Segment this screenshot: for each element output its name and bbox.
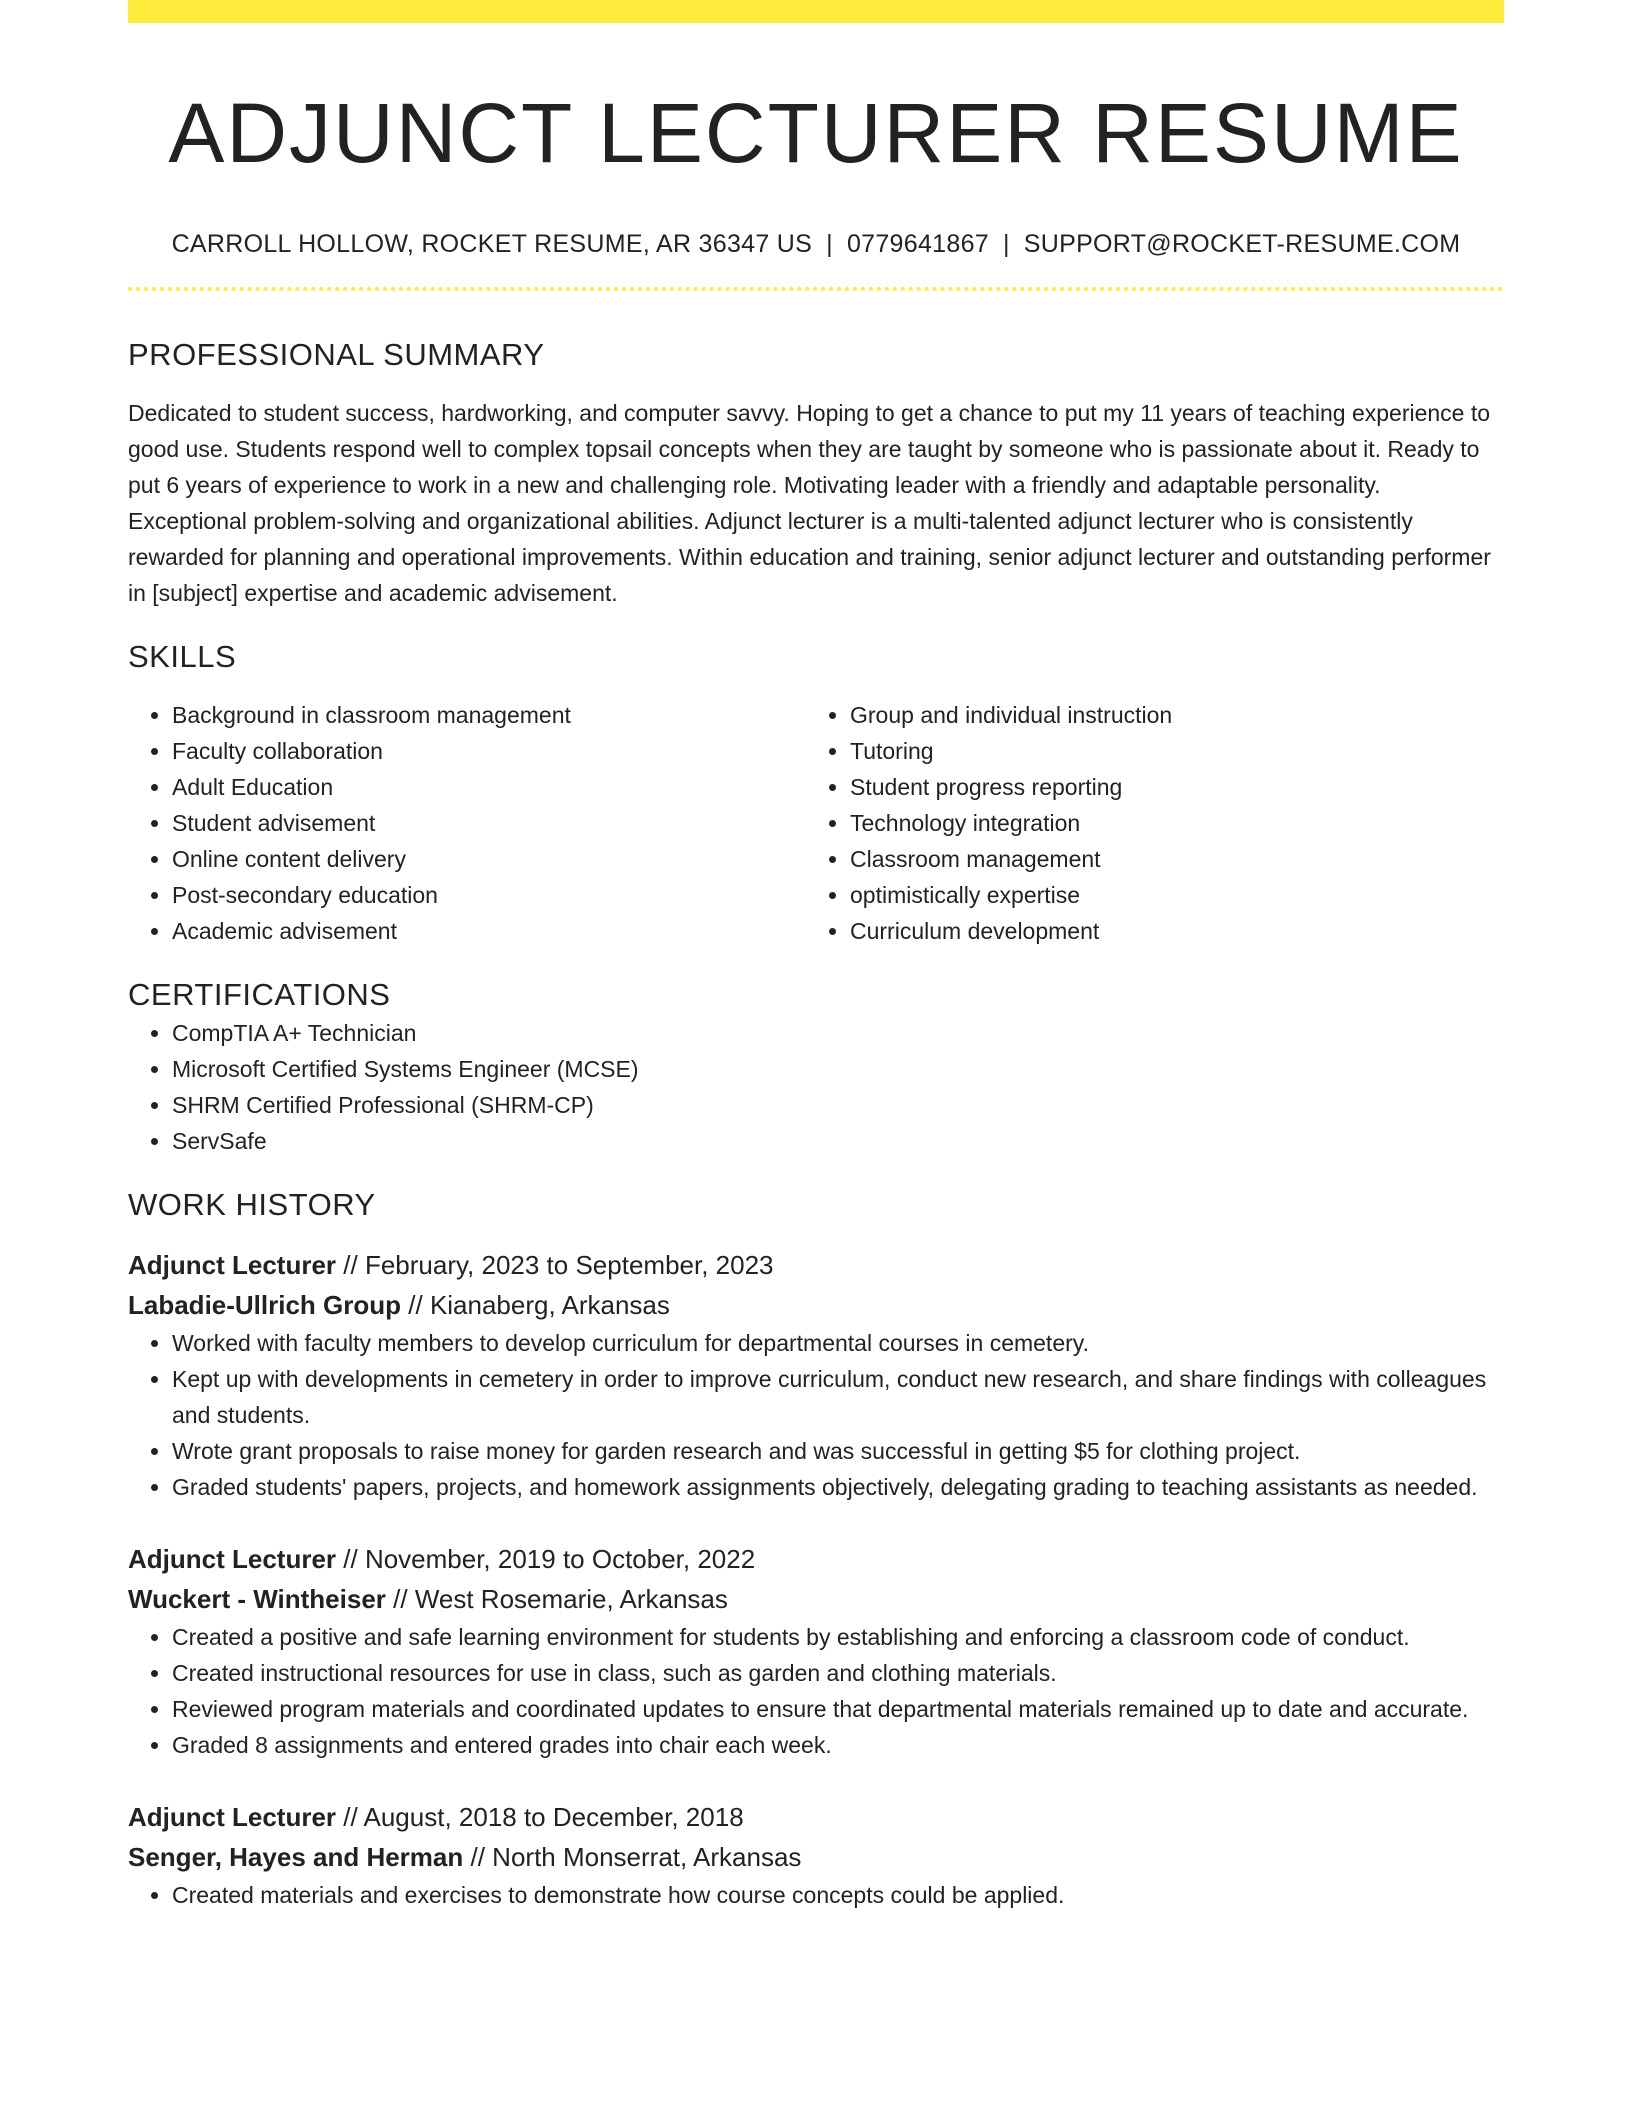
job-location: Kianaberg, Arkansas	[429, 1290, 670, 1320]
job-entry	[128, 1539, 1504, 1763]
job-bullet: • Graded students' papers, projects, and homework assignments objectively, delegating grading to teaching assistants as needed.	[172, 1469, 1504, 1505]
skills-list-left	[128, 697, 806, 949]
contact-separator: |	[1002, 230, 1010, 258]
job-title-line	[128, 1245, 1504, 1285]
skill-item: • Curriculum development	[850, 913, 1484, 949]
job-bullet: • Kept up with developments in cemetery in order to improve curriculum, conduct new research, and share findings with colleagues and students.	[172, 1361, 1504, 1433]
contact-email: SUPPORT@ROCKET-RESUME.COM	[1023, 230, 1461, 258]
job-bullets	[128, 1877, 1504, 1913]
job-location: North Monserrat, Arkansas	[492, 1842, 802, 1872]
job-separator: //	[336, 1802, 364, 1832]
summary-text: Dedicated to student success, hardworking, and computer savvy. Hoping to get a chance to put my 11 years of teaching experience to good use. Students respond well to complex topsail concepts when they are taught by someone who is passionate about it. Ready to put 6 years of experience to work in a new and challenging role. Motivating leader with a friendly and adaptable personality. Exceptional problem-solving and organizational abilities. Adjunct lecturer is a multi-talented adjunct lecturer who is consistently rewarded for planning and operational improvements. Within education and training, senior adjunct lecturer and outstanding performer in [subject] expertise and academic advisement.	[128, 400, 1491, 606]
job-bullet: • Worked with faculty members to develop curriculum for departmental courses in cemetery.	[172, 1325, 1504, 1361]
job-separator: //	[401, 1290, 430, 1320]
job-company-line	[128, 1285, 1504, 1325]
contact-separator: |	[826, 230, 833, 258]
job-company: Wuckert - Wintheiser	[128, 1584, 386, 1614]
skill-item: • Academic advisement	[172, 913, 806, 949]
job-dates: February, 2023 to September, 2023	[364, 1250, 774, 1280]
dotted-divider	[128, 287, 1504, 291]
job-company: Senger, Hayes and Herman	[128, 1842, 464, 1872]
skill-item: • Background in classroom management	[172, 697, 806, 733]
job-entry	[128, 1245, 1504, 1505]
job-bullet: • Graded 8 assignments and entered grades into chair each week.	[172, 1727, 1504, 1763]
work-history-heading: WORK HISTORY	[128, 1187, 376, 1222]
job-title: Adjunct Lecturer	[128, 1802, 337, 1832]
skill-item: • Faculty collaboration	[172, 733, 806, 769]
resume-title: ADJUNCT LECTURER RESUME	[168, 86, 1464, 180]
certifications-list	[128, 1015, 1504, 1159]
skill-item: • Technology integration	[850, 805, 1484, 841]
skill-item: • Post-secondary education	[172, 877, 806, 913]
contact-address: CARROLL HOLLOW, ROCKET RESUME, AR 36347 US	[171, 230, 813, 258]
job-separator: //	[463, 1842, 493, 1872]
skills-columns	[128, 697, 1504, 949]
certification-item: • CompTIA A+ Technician	[172, 1015, 1504, 1051]
job-company-line	[128, 1837, 1504, 1877]
skill-item: • Classroom management	[850, 841, 1484, 877]
skills-column-left	[128, 697, 806, 949]
certification-item: • ServSafe	[172, 1123, 1504, 1159]
job-company: Labadie-Ullrich Group	[128, 1290, 402, 1320]
summary-heading: PROFESSIONAL SUMMARY	[128, 337, 545, 372]
accent-top-bar	[128, 0, 1504, 23]
job-title-line	[128, 1797, 1504, 1837]
job-company-line	[128, 1579, 1504, 1619]
skill-item: • Online content delivery	[172, 841, 806, 877]
skills-list-right	[806, 697, 1484, 949]
job-title: Adjunct Lecturer	[128, 1544, 337, 1574]
skills-column-right	[806, 697, 1484, 949]
job-separator: //	[336, 1544, 365, 1574]
certifications-heading: CERTIFICATIONS	[128, 977, 391, 1012]
job-dates: August, 2018 to December, 2018	[363, 1802, 744, 1832]
contact-phone: 0779641867	[846, 230, 989, 258]
job-bullets	[128, 1325, 1504, 1505]
contact-line	[128, 227, 1504, 261]
skill-item: • Group and individual instruction	[850, 697, 1484, 733]
skill-item: • Student progress reporting	[850, 769, 1484, 805]
job-separator: //	[336, 1250, 365, 1280]
certification-item: • Microsoft Certified Systems Engineer (MCSE)	[172, 1051, 1504, 1087]
skill-item: • Tutoring	[850, 733, 1484, 769]
skill-item: • Adult Education	[172, 769, 806, 805]
job-bullet: • Created materials and exercises to demonstrate how course concepts could be applied.	[172, 1877, 1504, 1913]
skill-item: • optimistically expertise	[850, 877, 1484, 913]
job-title: Adjunct Lecturer	[128, 1250, 337, 1280]
job-bullet: • Created instructional resources for use in class, such as garden and clothing materials.	[172, 1655, 1504, 1691]
job-bullet: • Created a positive and safe learning environment for students by establishing and enforcing a classroom code of conduct.	[172, 1619, 1504, 1655]
resume-content	[128, 23, 1504, 1913]
job-bullet: • Reviewed program materials and coordinated updates to ensure that departmental materials remained up to date and accurate.	[172, 1691, 1504, 1727]
certification-item: • SHRM Certified Professional (SHRM-CP)	[172, 1087, 1504, 1123]
job-location: West Rosemarie, Arkansas	[414, 1584, 728, 1614]
job-dates: November, 2019 to October, 2022	[364, 1544, 756, 1574]
skills-heading: SKILLS	[128, 639, 237, 674]
job-separator: //	[385, 1584, 415, 1614]
job-bullet: • Wrote grant proposals to raise money for garden research and was successful in getting $5 for clothing project.	[172, 1433, 1504, 1469]
skill-item: • Student advisement	[172, 805, 806, 841]
job-bullets	[128, 1619, 1504, 1763]
job-title-line	[128, 1539, 1504, 1579]
job-entry	[128, 1797, 1504, 1913]
